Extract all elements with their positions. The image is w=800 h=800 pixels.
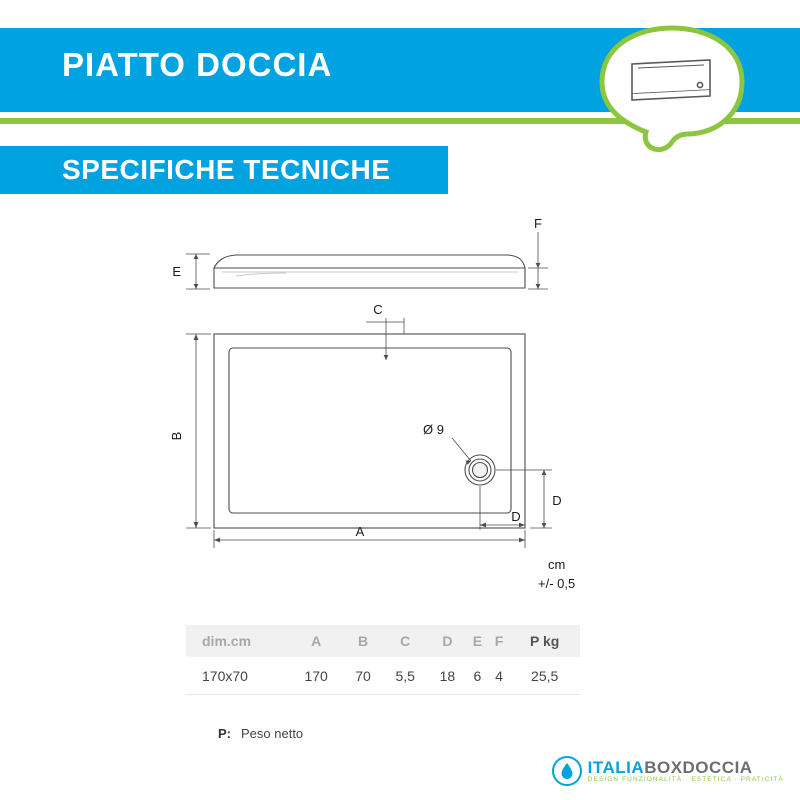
table-header-b: B xyxy=(344,625,382,658)
logo-boxdoccia: BOXDOCCIA xyxy=(644,757,753,777)
dimension-label-C: C xyxy=(373,302,383,317)
cell-b: 70 xyxy=(344,658,382,695)
dimension-label-D-side: D xyxy=(552,493,562,508)
legend-value: Peso netto xyxy=(241,726,304,741)
drain-diameter-label: Ø 9 xyxy=(423,422,444,437)
logo-italia: ITALIA xyxy=(587,757,645,777)
dimension-label-E: E xyxy=(172,264,181,279)
brand-logo xyxy=(552,756,784,786)
cell-p: 25,5 xyxy=(509,658,580,695)
page-subtitle: SPECIFICHE TECNICHE xyxy=(62,154,391,185)
unit-note-line1: cm xyxy=(548,557,566,572)
cell-c: 5,5 xyxy=(382,658,429,695)
unit-note-line2: +/- 0,5 xyxy=(538,576,576,591)
cell-dim: 170x70 xyxy=(186,658,288,695)
cell-d: 18 xyxy=(429,658,467,695)
product-icon-bubble xyxy=(596,24,748,154)
table-header-f: F xyxy=(489,625,510,658)
cell-f: 4 xyxy=(489,658,510,695)
technical-drawing xyxy=(0,210,800,610)
water-drop-icon xyxy=(552,756,582,786)
table-header-a: A xyxy=(288,625,344,658)
dimension-label-A: A xyxy=(355,524,365,539)
cell-e: 6 xyxy=(466,658,489,695)
table-header-d: D xyxy=(429,625,467,658)
specifications-table xyxy=(186,625,580,695)
cell-a: 170 xyxy=(288,658,344,695)
logo-tagline: DESIGN FUNZIONALITÀ · ESTETICA · PRATICITÀ xyxy=(587,775,784,783)
table-legend xyxy=(218,726,303,741)
table-header-e: E xyxy=(466,625,489,658)
table-header-c: C xyxy=(382,625,429,658)
dimension-label-F: F xyxy=(534,216,542,231)
shower-tray-icon xyxy=(632,60,710,100)
table-row xyxy=(186,658,580,695)
legend-key: P: xyxy=(218,726,231,741)
table-header-dim: dim.cm xyxy=(186,625,288,658)
table-header-row xyxy=(186,625,580,658)
table-header-p: P kg xyxy=(509,625,580,658)
page-title: PIATTO DOCCIA xyxy=(62,46,333,83)
dimension-label-D-bottom: D xyxy=(511,509,521,524)
dimension-label-B: B xyxy=(169,431,184,441)
